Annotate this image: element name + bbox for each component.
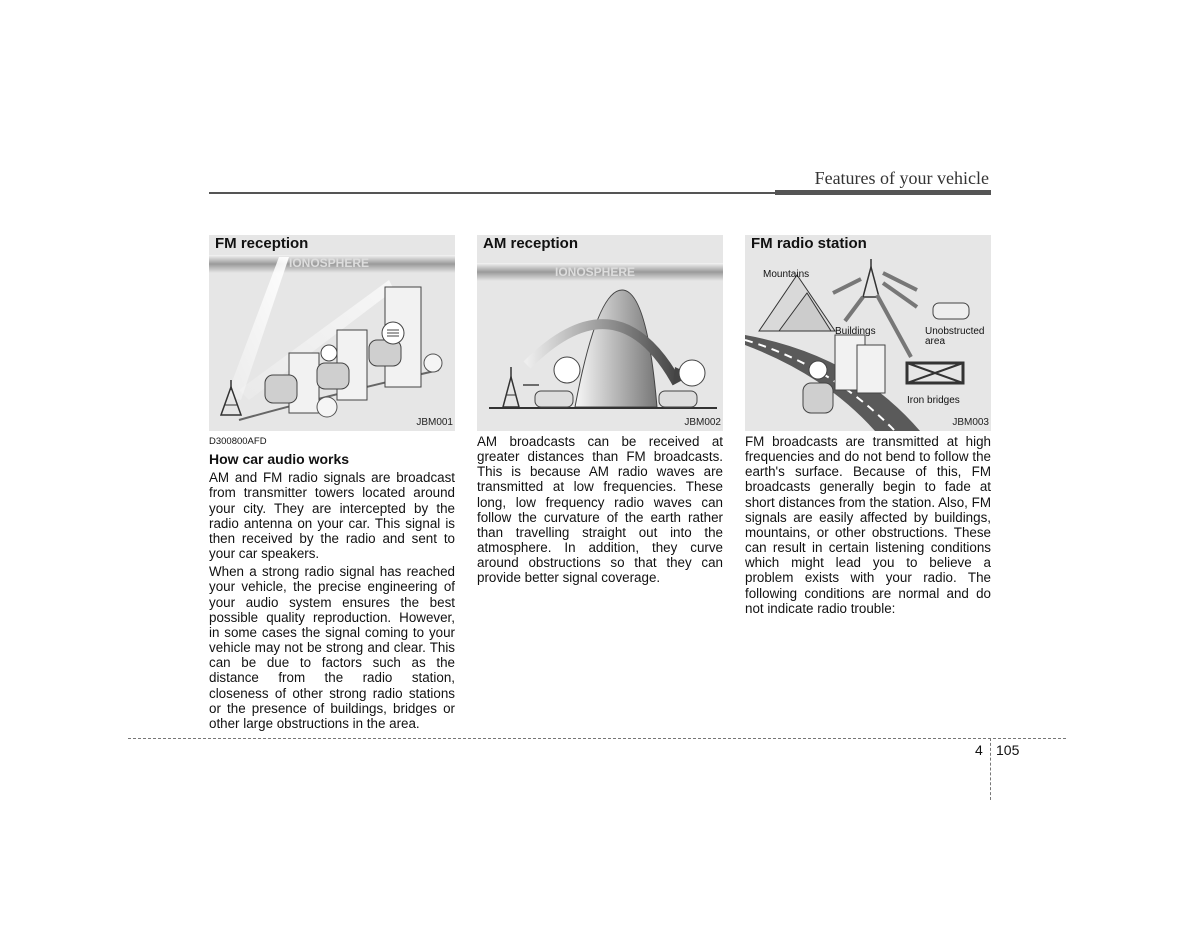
speech-bubble-icon	[679, 360, 705, 386]
label-buildings: Buildings	[835, 326, 876, 337]
label-mountains: Mountains	[763, 269, 810, 280]
road-shape	[745, 335, 920, 431]
ionosphere-label: IONOSPHERE	[555, 265, 636, 279]
middle-column	[477, 434, 723, 586]
right-column	[745, 434, 991, 616]
footer-divider	[990, 738, 991, 800]
am-reception-illustration	[477, 235, 723, 431]
chapter-number: 4	[975, 742, 983, 758]
label-iron-bridges: Iron bridges	[907, 395, 960, 406]
left-column	[209, 434, 455, 731]
figure-title: FM reception	[215, 235, 309, 252]
hill-shape	[575, 290, 657, 407]
transmitter-tower-icon	[503, 367, 519, 407]
figure-fm-reception	[209, 235, 455, 431]
figure-code: JBM003	[952, 417, 989, 428]
figure-code: JBM002	[684, 417, 721, 428]
car-icon	[317, 363, 349, 389]
tree-icon	[424, 354, 442, 372]
car-icon	[659, 391, 697, 407]
speech-bubble-icon	[809, 361, 827, 379]
car-icon	[803, 383, 833, 413]
iron-bridge-icon	[907, 363, 963, 383]
header-rule-accent	[775, 190, 991, 195]
document-code: D300800AFD	[209, 436, 267, 447]
figure-am-reception	[477, 235, 723, 431]
fm-radio-station-illustration	[745, 235, 991, 431]
car-icon	[535, 391, 573, 407]
ionosphere-label: IONOSPHERE	[289, 256, 370, 270]
body-paragraph: When a strong radio signal has reached your vehicle, the precise engineering of your audio system ensures the best possible quality reproduction. However, in some cases the signal coming to your vehicle may not be strong and clear. This can be due to factors such as the distance from the radio station, closeness of other strong radio stations or the presence of buildings, bridges or other large obstructions in the area.	[209, 564, 455, 731]
transmitter-tower-icon	[863, 259, 879, 297]
figure-code: JBM001	[416, 417, 453, 428]
figure-fm-radio-station	[745, 235, 991, 431]
section-heading: How car audio works	[209, 451, 350, 468]
fm-reception-illustration	[209, 235, 455, 431]
figure-title: FM radio station	[751, 235, 867, 252]
speech-bubble-icon	[554, 357, 580, 383]
car-icon	[933, 303, 969, 319]
page-header-title: Features of your vehicle	[814, 168, 989, 188]
car-icon	[265, 375, 297, 403]
footer-rule	[128, 738, 1066, 739]
body-paragraph: FM broadcasts are transmitted at high frequencies and do not bend to follow the earth's surface. Because of this, FM broadcasts generally begin to fade at short distances from the station. Also, FM signals are easily affected by buildings, mountains, or other obstructions. These can result in certain listening conditions which might lead you to believe a problem exists with your radio. The following conditions are normal and do not indicate radio trouble:	[745, 434, 991, 616]
figure-title: AM reception	[483, 235, 579, 252]
speech-bubble-icon	[321, 345, 337, 361]
label-unobstructed: Unobstructed	[925, 326, 985, 337]
body-paragraph: AM and FM radio signals are broadcast from transmitter towers located around your city. They are intercepted by the radio antenna on your car. This signal is then received by the radio and sent to your car speakers.	[209, 470, 455, 562]
body-paragraph: AM broadcasts can be received at greater distances than FM broadcasts. This is because AM radio waves are transmitted at low frequencies. These long, low frequency radio waves can follow the curvature of the earth rather than travelling straight out into the atmosphere. In addition, they curve around obstructions so that they can provide better signal coverage.	[477, 434, 723, 586]
building-icon	[857, 345, 885, 393]
tree-icon	[317, 397, 337, 417]
header-rule	[209, 192, 775, 194]
label-area: area	[925, 336, 946, 347]
page-number: 105	[996, 742, 1020, 758]
